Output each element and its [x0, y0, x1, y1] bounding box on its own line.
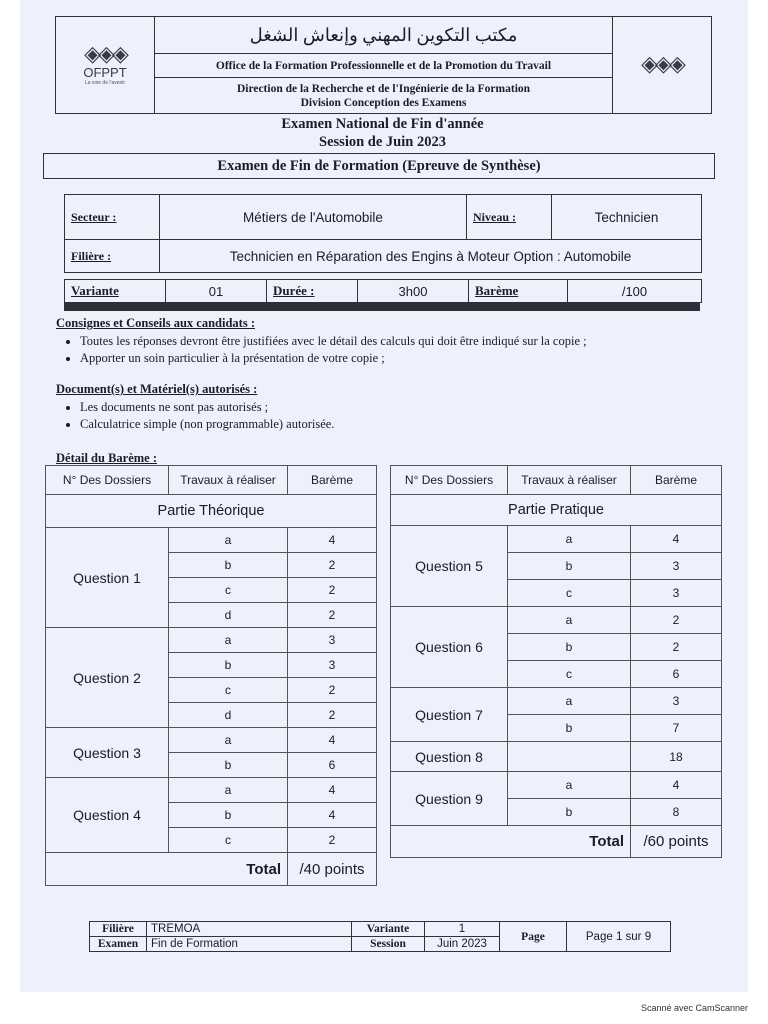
task-points: 2 — [288, 828, 377, 853]
task-points: 4 — [288, 778, 377, 803]
total-label: Total — [391, 826, 631, 858]
task-letter: b — [508, 634, 631, 661]
filiere-label: Filière : — [65, 240, 160, 272]
task-points: 2 — [288, 553, 377, 578]
task-letter: a — [508, 688, 631, 715]
footer-filiere-label: Filière — [90, 922, 147, 937]
total-label: Total — [46, 853, 288, 886]
footer-variante-label: Variante — [352, 922, 425, 937]
footer-page-value: Page 1 sur 9 — [567, 922, 671, 952]
question-label: Question 9 — [391, 772, 508, 826]
exam-title: Examen National de Fin d'année — [281, 116, 484, 132]
task-points: 2 — [631, 634, 722, 661]
task-points: 2 — [631, 607, 722, 634]
direction-title: Direction de la Recherche et de l'Ingénierie de la Formation — [236, 82, 531, 95]
consignes-title: Consignes et Conseils aux candidats : — [56, 316, 255, 330]
duree-value: 3h00 — [358, 280, 469, 302]
info-grid — [64, 194, 702, 273]
footer-session-value: Juin 2023 — [425, 937, 500, 952]
question-label: Question 3 — [46, 728, 169, 778]
task-letter — [508, 742, 631, 772]
task-points: 2 — [288, 703, 377, 728]
logo-text: OFPPT — [83, 65, 127, 80]
task-points: 3 — [288, 653, 377, 678]
task-letter: b — [508, 715, 631, 742]
footer-examen-value: Fin de Formation — [147, 937, 352, 952]
task-letter: a — [508, 772, 631, 799]
task-letter: a — [508, 607, 631, 634]
consigne-item: • Toutes les réponses devront être justifiées avec le détail des calculs qui doit être indiqué sur la copie ; — [80, 333, 587, 350]
task-letter: b — [169, 803, 288, 828]
task-points: 4 — [288, 528, 377, 553]
task-points: 2 — [288, 678, 377, 703]
exam-banner: Examen de Fin de Formation (Epreuve de Synthèse) — [43, 153, 715, 179]
task-letter: c — [508, 661, 631, 688]
task-letter: c — [169, 578, 288, 603]
col-header-dossiers: N° Des Dossiers — [46, 466, 169, 495]
task-letter: a — [169, 628, 288, 653]
col-header-travaux: Travaux à réaliser — [169, 466, 288, 495]
secteur-label: Secteur : — [65, 195, 160, 239]
document-item: • Les documents ne sont pas autorisés ; — [80, 399, 334, 416]
question-label: Question 4 — [46, 778, 169, 853]
bareme-table-theorique — [45, 465, 377, 886]
task-points: 2 — [288, 603, 377, 628]
task-letter: a — [169, 528, 288, 553]
question-label: Question 6 — [391, 607, 508, 688]
task-letter: b — [508, 553, 631, 580]
office-title: Office de la Formation Professionnelle et de la Promotion du Travail — [155, 54, 612, 78]
ofppt-logo-right — [612, 17, 711, 113]
variante-label: Variante — [65, 280, 166, 302]
footer-page-label: Page — [500, 922, 567, 952]
task-points: 3 — [288, 628, 377, 653]
task-letter: b — [169, 653, 288, 678]
ofppt-logo-left — [56, 17, 155, 113]
task-letter: b — [169, 753, 288, 778]
total-value: /60 points — [631, 826, 722, 858]
task-points: 6 — [631, 661, 722, 688]
task-letter: a — [508, 526, 631, 553]
task-letter: c — [169, 828, 288, 853]
niveau-value: Technicien — [594, 209, 659, 225]
task-points: 3 — [631, 580, 722, 607]
question-label: Question 2 — [46, 628, 169, 728]
col-header-bareme: Barème — [631, 466, 722, 495]
question-label: Question 8 — [391, 742, 508, 772]
col-header-dossiers: N° Des Dossiers — [391, 466, 508, 495]
question-label: Question 7 — [391, 688, 508, 742]
niveau-label: Niveau : — [467, 195, 552, 239]
col-header-travaux: Travaux à réaliser — [508, 466, 631, 495]
task-letter: d — [169, 603, 288, 628]
footer-session-label: Session — [352, 937, 425, 952]
variante-row — [64, 279, 702, 303]
documents-section — [56, 382, 334, 433]
footer-filiere-value: TREMOA — [147, 922, 352, 937]
task-points: 4 — [631, 772, 722, 799]
arabic-title: مكتب التكوين المهني وإنعاش الشغل — [155, 17, 612, 54]
task-points: 6 — [288, 753, 377, 778]
bareme-label: Barème — [469, 280, 568, 302]
part-title: Partie Théorique — [46, 495, 377, 528]
task-letter: b — [508, 799, 631, 826]
task-letter: b — [169, 553, 288, 578]
task-points: 3 — [631, 553, 722, 580]
division-title: Division Conception des Examens — [300, 96, 467, 109]
session-title: Session de Juin 2023 — [319, 134, 446, 150]
consigne-item: • Apporter un soin particulier à la présentation de votre copie ; — [80, 350, 587, 367]
task-points: 8 — [631, 799, 722, 826]
footer-variante-value: 1 — [425, 922, 500, 937]
secteur-value: Métiers de l'Automobile — [160, 195, 467, 239]
logo-subtext: La voie de l'avenir — [84, 80, 126, 86]
footer-examen-label: Examen — [90, 937, 147, 952]
detail-bareme-title: Détail du Barème : — [56, 451, 158, 465]
footer-table — [89, 921, 671, 952]
header-block — [55, 16, 712, 114]
task-points: 4 — [288, 803, 377, 828]
divider-bar — [64, 302, 700, 311]
task-points: 4 — [631, 526, 722, 553]
question-label: Question 1 — [46, 528, 169, 628]
ofppt-logo-icon: ◈◈◈ — [84, 42, 126, 67]
duree-label: Durée : — [267, 280, 358, 302]
filiere-value: Technicien en Réparation des Engins à Moteur Option : Automobile — [229, 248, 632, 264]
task-letter: c — [169, 678, 288, 703]
variante-value: 01 — [166, 280, 267, 302]
task-points: 2 — [288, 578, 377, 603]
scanner-watermark: Scanné avec CamScanner — [640, 1003, 748, 1013]
col-header-bareme: Barème — [288, 466, 377, 495]
task-points: 4 — [288, 728, 377, 753]
task-points: 7 — [631, 715, 722, 742]
task-letter: a — [169, 778, 288, 803]
document-item: • Calculatrice simple (non programmable) autorisée. — [80, 416, 334, 433]
task-letter: a — [169, 728, 288, 753]
documents-title: Document(s) et Matériel(s) autorisés : — [56, 382, 258, 396]
task-points: 18 — [631, 742, 722, 772]
bareme-value: /100 — [621, 283, 648, 299]
bareme-table-pratique — [390, 465, 722, 858]
task-letter: c — [508, 580, 631, 607]
task-points: 3 — [631, 688, 722, 715]
detail-bareme-section — [56, 451, 157, 466]
total-value: /40 points — [288, 853, 377, 886]
ofppt-logo-icon: ◈◈◈ — [641, 52, 683, 77]
task-letter: d — [169, 703, 288, 728]
question-label: Question 5 — [391, 526, 508, 607]
part-title: Partie Pratique — [391, 495, 722, 526]
consignes-section — [56, 316, 587, 367]
